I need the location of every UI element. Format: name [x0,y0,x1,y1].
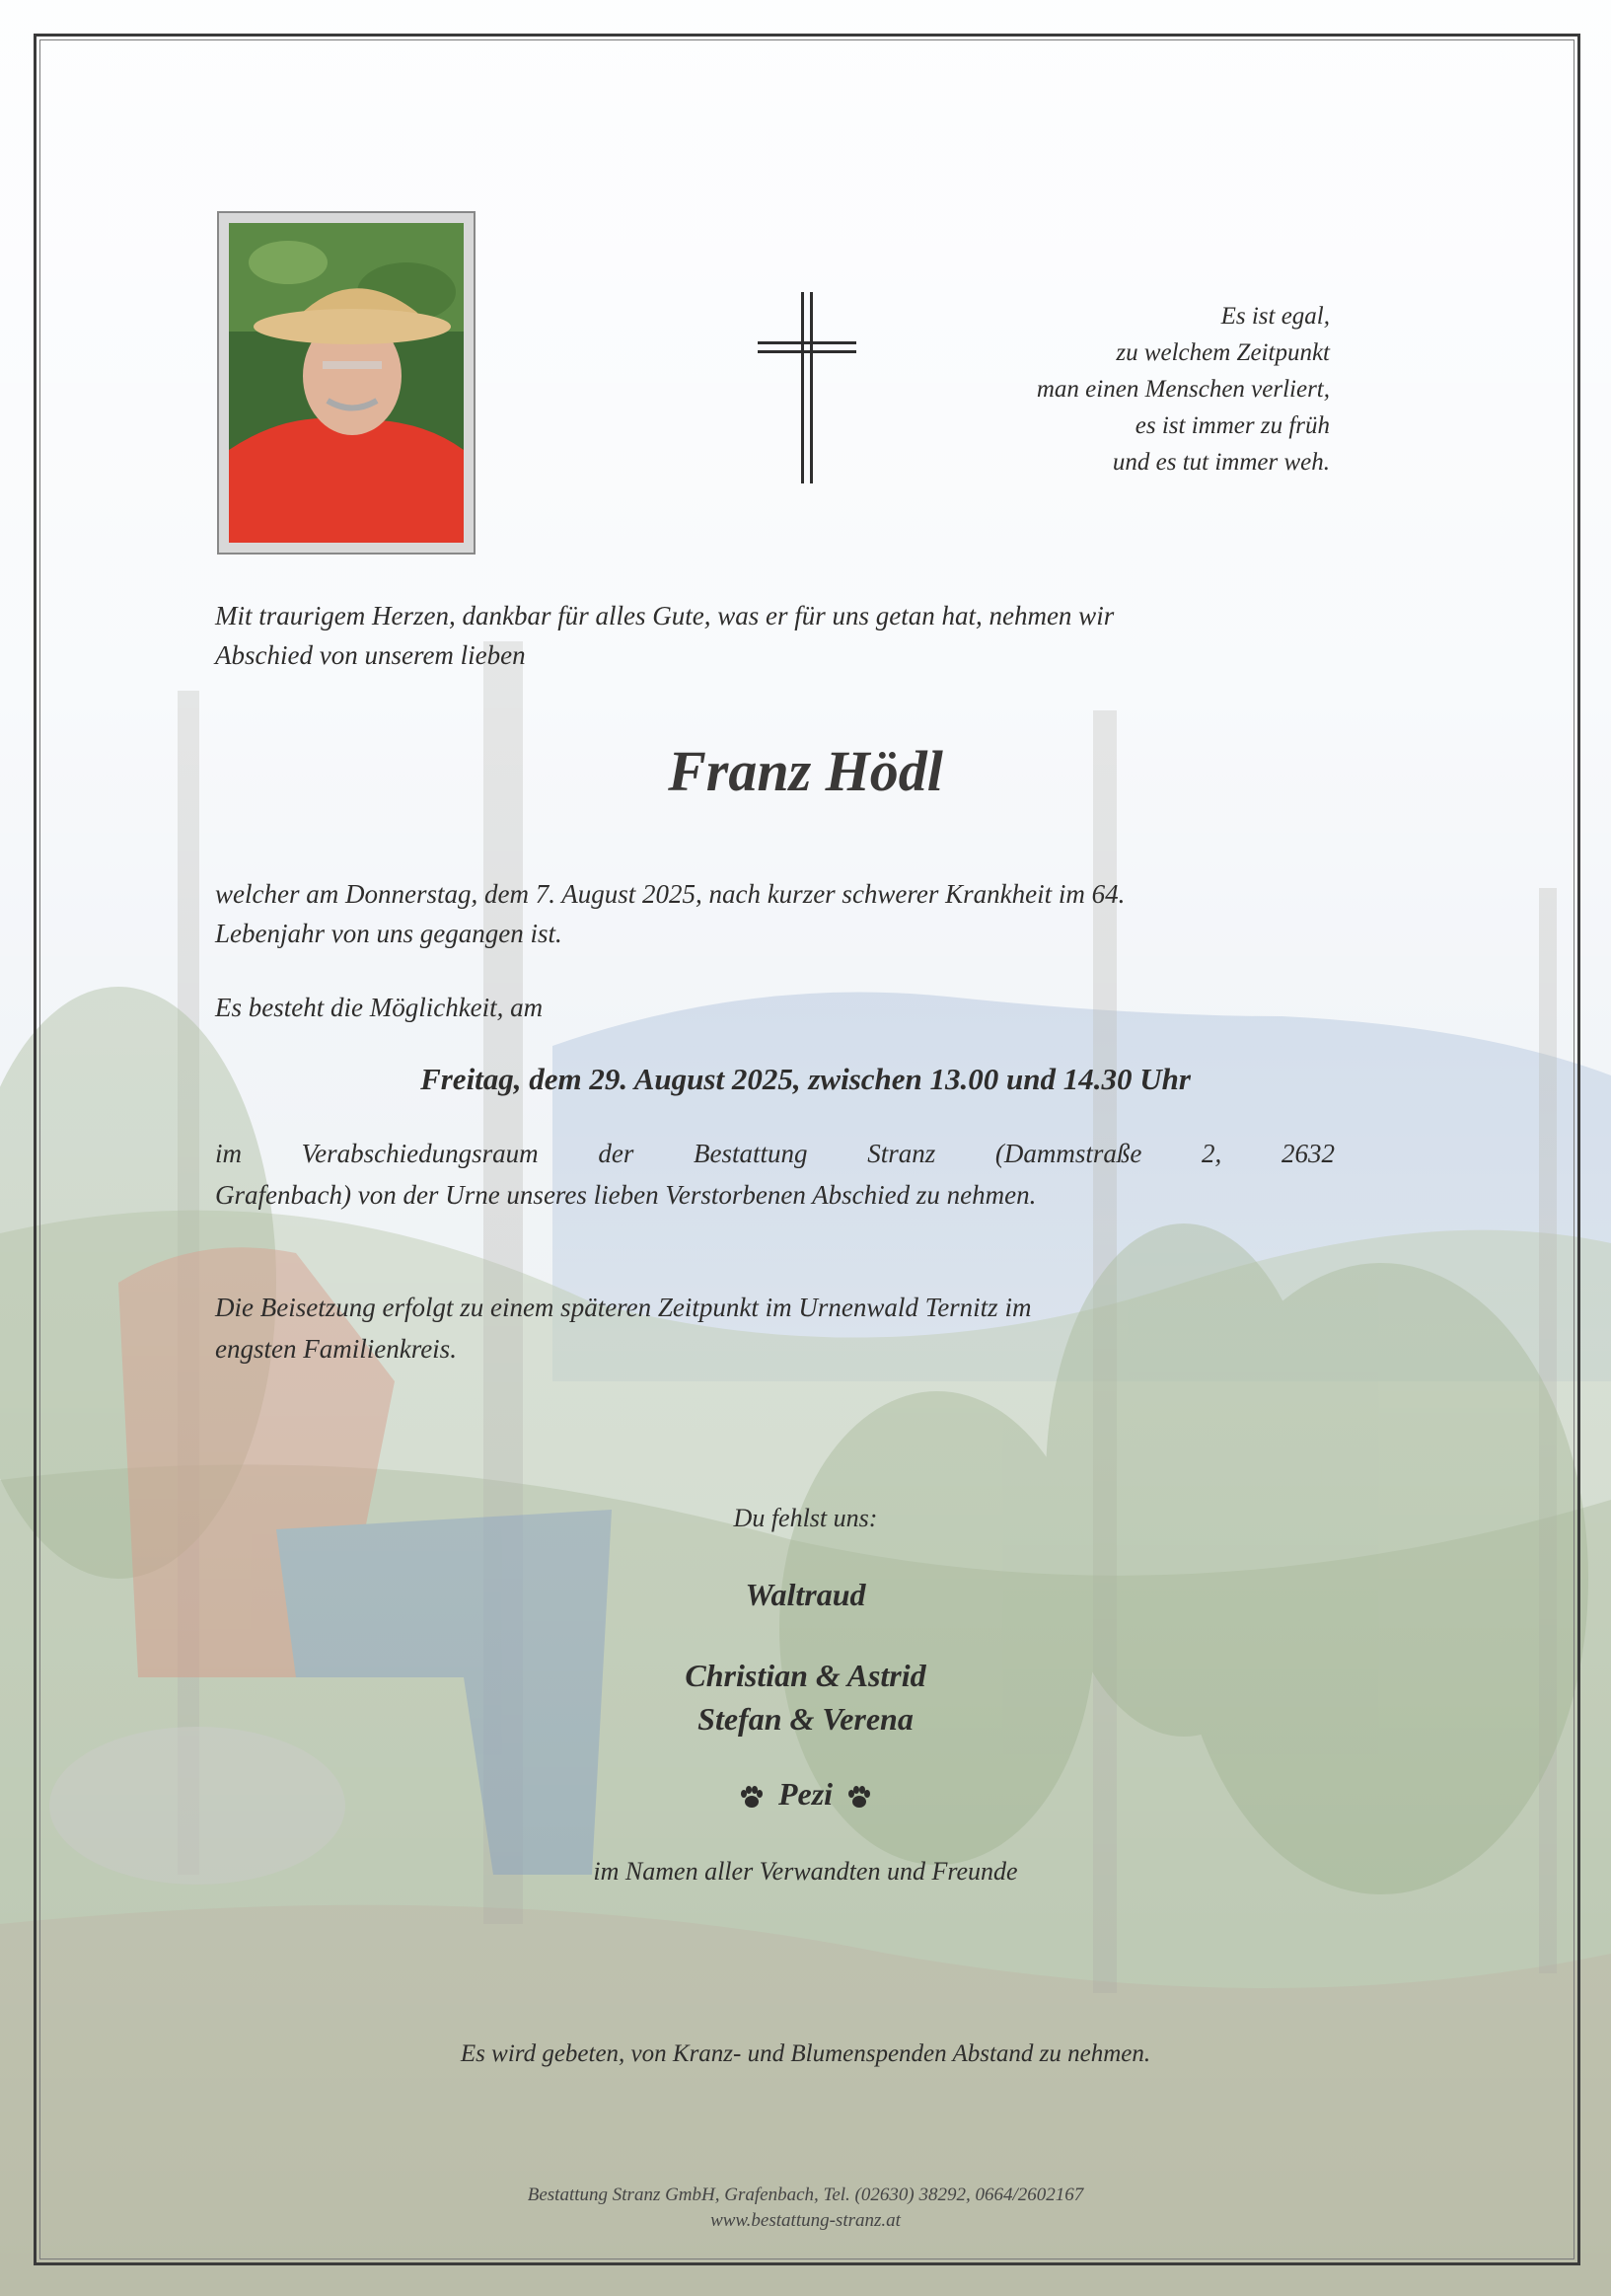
paw-icon [846,1785,872,1811]
paw-icon [739,1785,765,1811]
farewell-intro: Es besteht die Möglichkeit, am [215,993,544,1022]
death-line: welcher am Donnerstag, dem 7. August 2025, nach kurzer schwerer Krankheit im 64. [215,879,1126,909]
poem-line: Es ist egal, [1220,303,1330,330]
mourner-name: Christian & Astrid [685,1658,926,1693]
portrait-photo-image [229,223,464,543]
farewell-place [215,1133,1335,1216]
mourner-name: Waltraud [745,1577,866,1612]
place-line: Grafenbach) von der Urne unseres lieben Verstorbenen Abschied zu nehmen. [215,1180,1037,1210]
intro-line: Abschied von unserem lieben [215,640,526,670]
death-notice [215,874,1335,953]
donation-request: Es wird gebeten, von Kranz- und Blumenspenden Abstand zu nehmen. [460,2040,1151,2067]
intro-text [215,596,1335,675]
deceased-name: Franz Hödl [668,739,943,803]
burial-notice [215,1287,1335,1370]
poem-line: und es tut immer weh. [1112,449,1330,476]
death-line: Lebenjahr von uns gegangen ist. [215,919,562,948]
poem-line: zu welchem Zeitpunkt [1116,339,1330,366]
cross-icon [758,292,856,483]
place-line: im Verabschiedungsraum der Bestattung Stranz (Dammstraße 2, 2632 [215,1139,1335,1168]
intro-line: Mit traurigem Herzen, dankbar für alles Gute, was er für uns getan hat, nehmen wir [215,601,1115,630]
poem [868,298,1330,481]
mourners-intro: Du fehlst uns: [733,1504,878,1532]
mourners-closing: im Namen aller Verwandten und Freunde [593,1857,1018,1886]
funeral-home-info: Bestattung Stranz GmbH, Grafenbach, Tel. (02630) 38292, 0664/2602167 [527,2185,1084,2205]
farewell-date: Freitag, dem 29. August 2025, zwischen 13.00 und 14.30 Uhr [420,1062,1191,1096]
mourner-names [0,1654,1611,1741]
funeral-home-website: www.bestattung-stranz.at [710,2210,901,2231]
pet-name-row [0,1776,1611,1813]
mourner-name: Stefan & Verena [697,1701,914,1737]
portrait-photo [217,211,476,555]
burial-line: engsten Familienkreis. [215,1334,457,1364]
poem-line: man einen Menschen verliert, [1036,376,1330,403]
pet-name: Pezi [777,1776,834,1812]
burial-line: Die Beisetzung erfolgt zu einem späteren Zeitpunkt im Urnenwald Ternitz im [215,1293,1032,1322]
poem-line: es ist immer zu früh [1135,412,1330,439]
